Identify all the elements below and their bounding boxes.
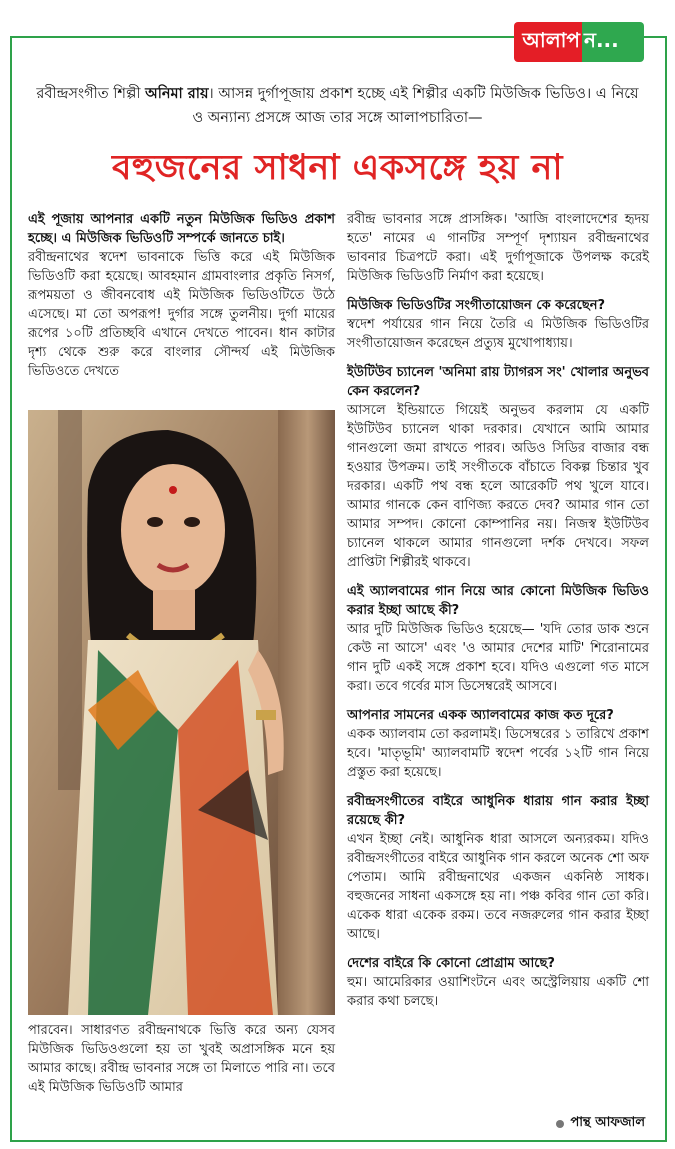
question: রবীন্দ্রসংগীতের বাইরে আধুনিক ধারায় গান করার ইচ্ছা রয়েছে কী? [347,794,649,828]
answer: একক অ্যালবাম তো করলামই। ডিসেম্বরের ১ তারিখে প্রকাশ হবে। 'মাতৃভূমি' অ্যালবামটি স্বদেশ পর্বের ১২টি গান নিয়ে প্রস্তুত করা হয়েছে। [347,727,649,780]
intro-post: । আসন্ন দুর্গাপূজায় প্রকাশ হচ্ছে এই শিল্পীর একটি মিউজিক ভিডিও। এ নিয়ে ও অন্যান্য প্রসঙ্গে আজ তার সঙ্গে আলাপচারিতা— [192,86,639,126]
question: ইউটিউব চ্যানেল 'অনিমা রায় ট্যাগরস সং' খোলার অনুভব কেন করলেন? [347,365,649,399]
section-tag [514,22,644,62]
answer: আর দুটি মিউজিক ভিডিও হয়েছে— 'যদি তোর ডাক শুনে কেউ না আসে' এবং 'ও আমার দেশের মাটি' শিরোনামের গান দুটি একই সঙ্গে প্রকাশ হবে। যদিও এগুলো গত মাসে করা। তবে গর্বের মাস ডিসেম্বরেই আসবে। [347,622,649,694]
answer: রবীন্দ্র ভাবনার সঙ্গে প্রাসঙ্গিক। 'আজি বাংলাদেশের হৃদয় হতে' নামের এ গানটির সম্পূর্ণ দৃশ্যায়ন রবীন্দ্রনাথের ভাবনার চিত্রপটে করা। এই দুর্গাপূজাকে উপলক্ষ করেই মিউজিক ভিডিওটি নির্মাণ করা হয়েছে। [347,212,649,284]
intro-text [30,82,645,130]
question: আপনার সামনের একক অ্যালবামের কাজ কত দূরে? [347,708,614,723]
question: দেশের বাইরে কি কোনো প্রোগ্রাম আছে? [347,956,555,971]
artist-illustration [28,410,335,1015]
byline [556,1113,645,1134]
intro-name: অনিমা রায় [145,86,209,102]
answer: রবীন্দ্রনাথের স্বদেশ ভাবনাকে ভিত্তি করে এই মিউজিক ভিডিওটি করা হয়েছে। আবহমান গ্রামবাংলার প্রকৃতি নিসর্গ, রূপময়তা ও জীবনবোধ এই মিউজিক ভিডিওটিতে উঠে এসেছে। মা তো অপরূপ! দুর্গার সঙ্গে তুলনীয়। দুর্গা মায়ের রূপের ১০টি প্রতিচ্ছবি এখানে দেখতে পাবেন। ধান কাটার দৃশ্য থেকে শুরু করে বাংলার সৌন্দর্য এই মিউজিক ভিডিওতে দেখতে [28,250,335,379]
answer: স্বদেশ পর্যায়ের গান নিয়ে তৈরি এ মিউজিক ভিডিওটির সংগীতায়োজন করেছেন প্রত্যুষ মুখোপাধ্যায়। [347,317,649,351]
question: মিউজিক ভিডিওটির সংগীতায়োজন কে করেছেন? [347,298,606,313]
section-tag-part1: আলাপ [514,22,582,62]
artist-photo [28,410,335,1015]
section-tag-part2: ন... [582,22,644,62]
answer: হুম। আমেরিকার ওয়াশিংটনে এবং অস্ট্রেলিয়ায় একটি শো করার কথা চলছে। [347,975,649,1009]
answer-continued: পারবেন। সাধারণত রবীন্দ্রনাথকে ভিত্তি করে অন্য যেসব মিউজিক ভিডিওগুলো হয় তা খুবই অপ্রাসঙ্গিক মনে হয় আমার কাছে। রবীন্দ্র ভাবনার সঙ্গে তা মিলাতে পারি না। তবে এই মিউজিক ভিডিওটি আমার [28,1023,335,1095]
answer: আসলে ইন্ডিয়াতে গিয়েই অনুভব করলাম যে একটি ইউটিউব চ্যানেল থাকা দরকার। যেখানে আমি আমার গানগুলো জমা রাখতে পারব। অডিও সিডির বাজার বন্ধ হওয়ার উপক্রম। তাই সংগীতকে বাঁচাতে বিকল্প চিন্তার খুব দরকার। একটি পথ বন্ধ হলে আরেকটি পথ খুলে যাবে। আমার গানকে কেন বাণিজ্য করতে দেব? আমার গান তো আমার সম্পদ। কোনো কোম্পানির নয়। নিজস্ব ইউটিউব চ্যানেল থাকলে আমার গানগুলো দর্শক দেখবে। সফল প্রাপ্তিটা শিল্পীরই থাকবে। [347,403,649,570]
headline: বহুজনের সাধনা একসঙ্গে হয় না [111,147,564,188]
question: এই অ্যালবামের গান নিয়ে আর কোনো মিউজিক ভিডিও করার ইচ্ছা আছে কী? [347,584,649,618]
intro-pre: রবীন্দ্রসংগীত শিল্পী [36,86,146,102]
byline-author: পান্থ আফজাল [570,1115,645,1130]
right-column [347,210,649,1021]
left-column [28,210,335,391]
question: এই পূজায় আপনার একটি নতুন মিউজিক ভিডিও প্রকাশ হচ্ছে। এ মিউজিক ভিডিওটি সম্পর্কে জানতে চাই। [28,212,335,246]
answer: এখন ইচ্ছা নেই। আধুনিক ধারা আসলে অন্যরকম। যদিও রবীন্দ্রসংগীতের বাইরে আধুনিক গান করলে অনেক শো অফ পেতাম। আমি রবীন্দ্রনাথের একজন একনিষ্ঠ সাধক। বহুজনের সাধনা একসঙ্গে হয় না। পঞ্চ কবির গান তো করি। একেক ধারা একেক রকম। তবে নজরুলের গান করার ইচ্ছা আছে। [347,832,649,942]
bullet-icon [556,1120,564,1128]
left-column-bottom [28,1021,335,1107]
